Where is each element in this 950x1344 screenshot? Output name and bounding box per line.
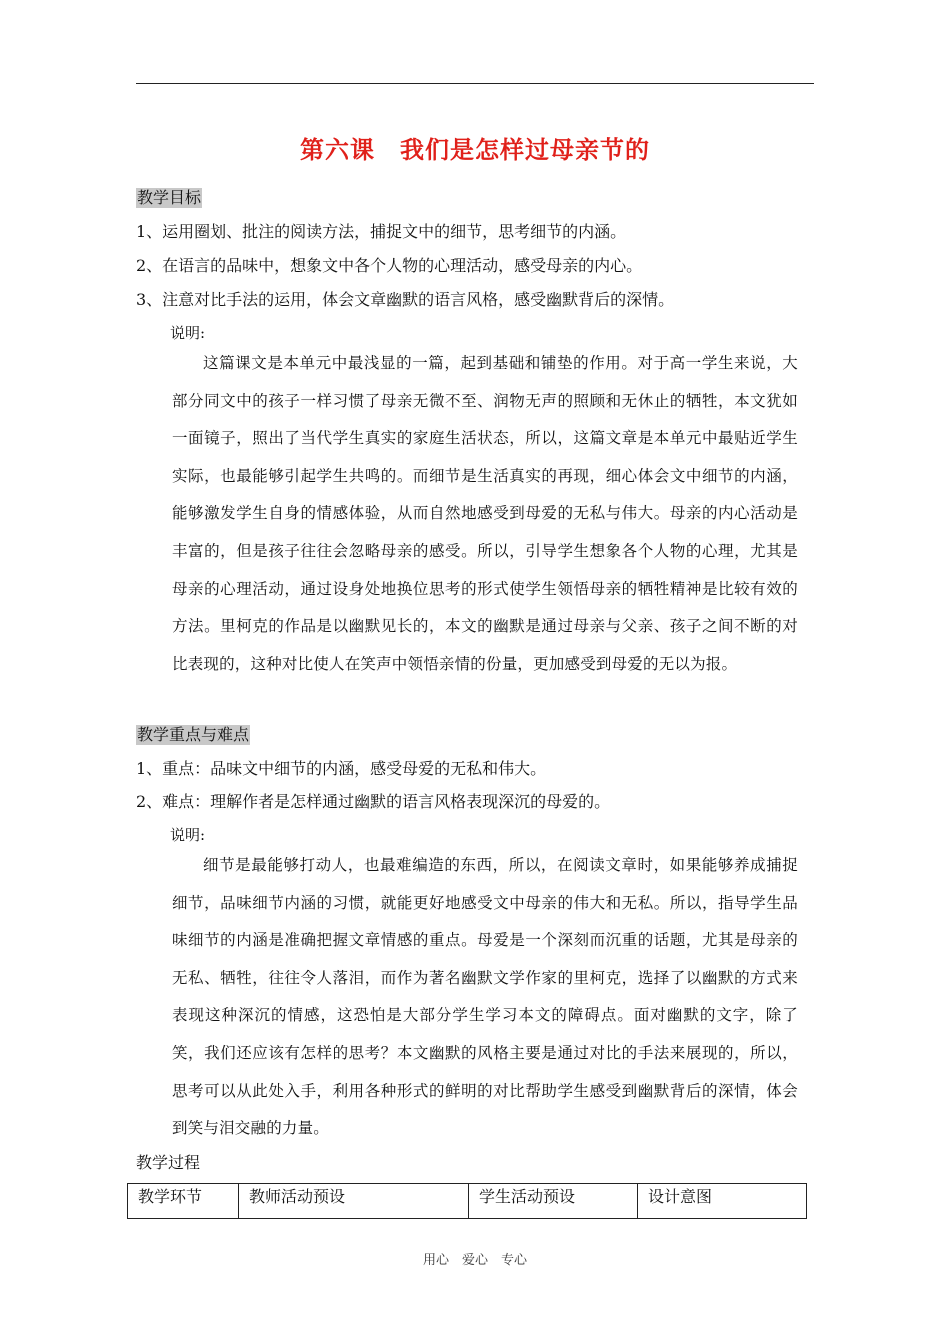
objective-item-3: 3、注意对比手法的运用，体会文章幽默的语言风格，感受幽默背后的深情。 xyxy=(136,290,675,309)
process-heading: 教学过程 xyxy=(136,1153,201,1172)
table-header-cell: 学生活动预设 xyxy=(469,1184,638,1219)
table-header-cell: 教师活动预设 xyxy=(239,1184,469,1219)
objectives-note-paragraph: 这篇课文是本单元中最浅显的一篇，起到基础和铺垫的作用。对于高一学生来说，大部分同文中的孩子一样习惯了母亲无微不至、润物无声的照顾和无休止的牺牲，本文犹如一面镜子，照出了当代学生真实的家庭生活状态，所以，这篇文章是本单元中最贴近学生实际，也最能够引起学生共鸣的。而细节是生活真实的再现，细心体会文中细节的内涵，能够激发学生自身的情感体验，从而自然地感受到母爱的无私与伟大。母亲的内心活动是丰富的，但是孩子往往会忽略母亲的感受。所以，引导学生想象各个人物的心理，尤其是母亲的心理活动，通过设身处地换位思考的形式使学生领悟母亲的牺牲精神是比较有效的方法。里柯克的作品是以幽默见长的，本文的幽默是通过母亲与父亲、孩子之间不断的对比表现的，这种对比使人在笑声中领悟亲情的份量，更加感受到母爱的无以为报。 xyxy=(172,354,798,673)
key-point-item-1: 1、重点：品味文中细节的内涵，感受母爱的无私和伟大。 xyxy=(136,759,547,778)
key-points-heading: 教学重点与难点 xyxy=(137,725,250,744)
header-rule xyxy=(136,83,814,84)
key-points-note-label: 说明: xyxy=(170,826,206,844)
table-header-cell: 教学环节 xyxy=(128,1184,239,1219)
process-table xyxy=(127,1183,807,1219)
page-title: 第六课 我们是怎样过母亲节的 xyxy=(300,136,650,164)
table-header-cell: 设计意图 xyxy=(638,1184,807,1219)
table-header-row xyxy=(128,1184,807,1219)
page-footer: 用心 爱心 专心 xyxy=(422,1253,527,1268)
objective-item-2: 2、在语言的品味中，想象文中各个人物的心理活动，感受母亲的内心。 xyxy=(136,256,643,275)
key-points-note-paragraph: 细节是最能够打动人，也最难编造的东西，所以，在阅读文章时，如果能够养成捕捉细节，品味细节内涵的习惯，就能更好地感受文中母亲的伟大和无私。所以，指导学生品味细节的内涵是准确把握文章情感的重点。母爱是一个深刻而沉重的话题，尤其是母亲的无私、牺牲，往往令人落泪，而作为著名幽默文学作家的里柯克，选择了以幽默的方式来表现这种深沉的情感，这恐怕是大部分学生学习本文的障碍点。面对幽默的文字，除了笑，我们还应该有怎样的思考？本文幽默的风格主要是通过对比的手法来展现的，所以，思考可以从此处入手，利用各种形式的鲜明的对比帮助学生感受到幽默背后的深情，体会到笑与泪交融的力量。 xyxy=(172,856,798,1138)
key-point-item-2: 2、难点：理解作者是怎样通过幽默的语言风格表现深沉的母爱的。 xyxy=(136,792,611,811)
objective-item-1: 1、运用圈划、批注的阅读方法，捕捉文中的细节，思考细节的内涵。 xyxy=(136,222,627,241)
objectives-note-label: 说明: xyxy=(170,324,206,342)
objectives-heading: 教学目标 xyxy=(137,188,202,207)
